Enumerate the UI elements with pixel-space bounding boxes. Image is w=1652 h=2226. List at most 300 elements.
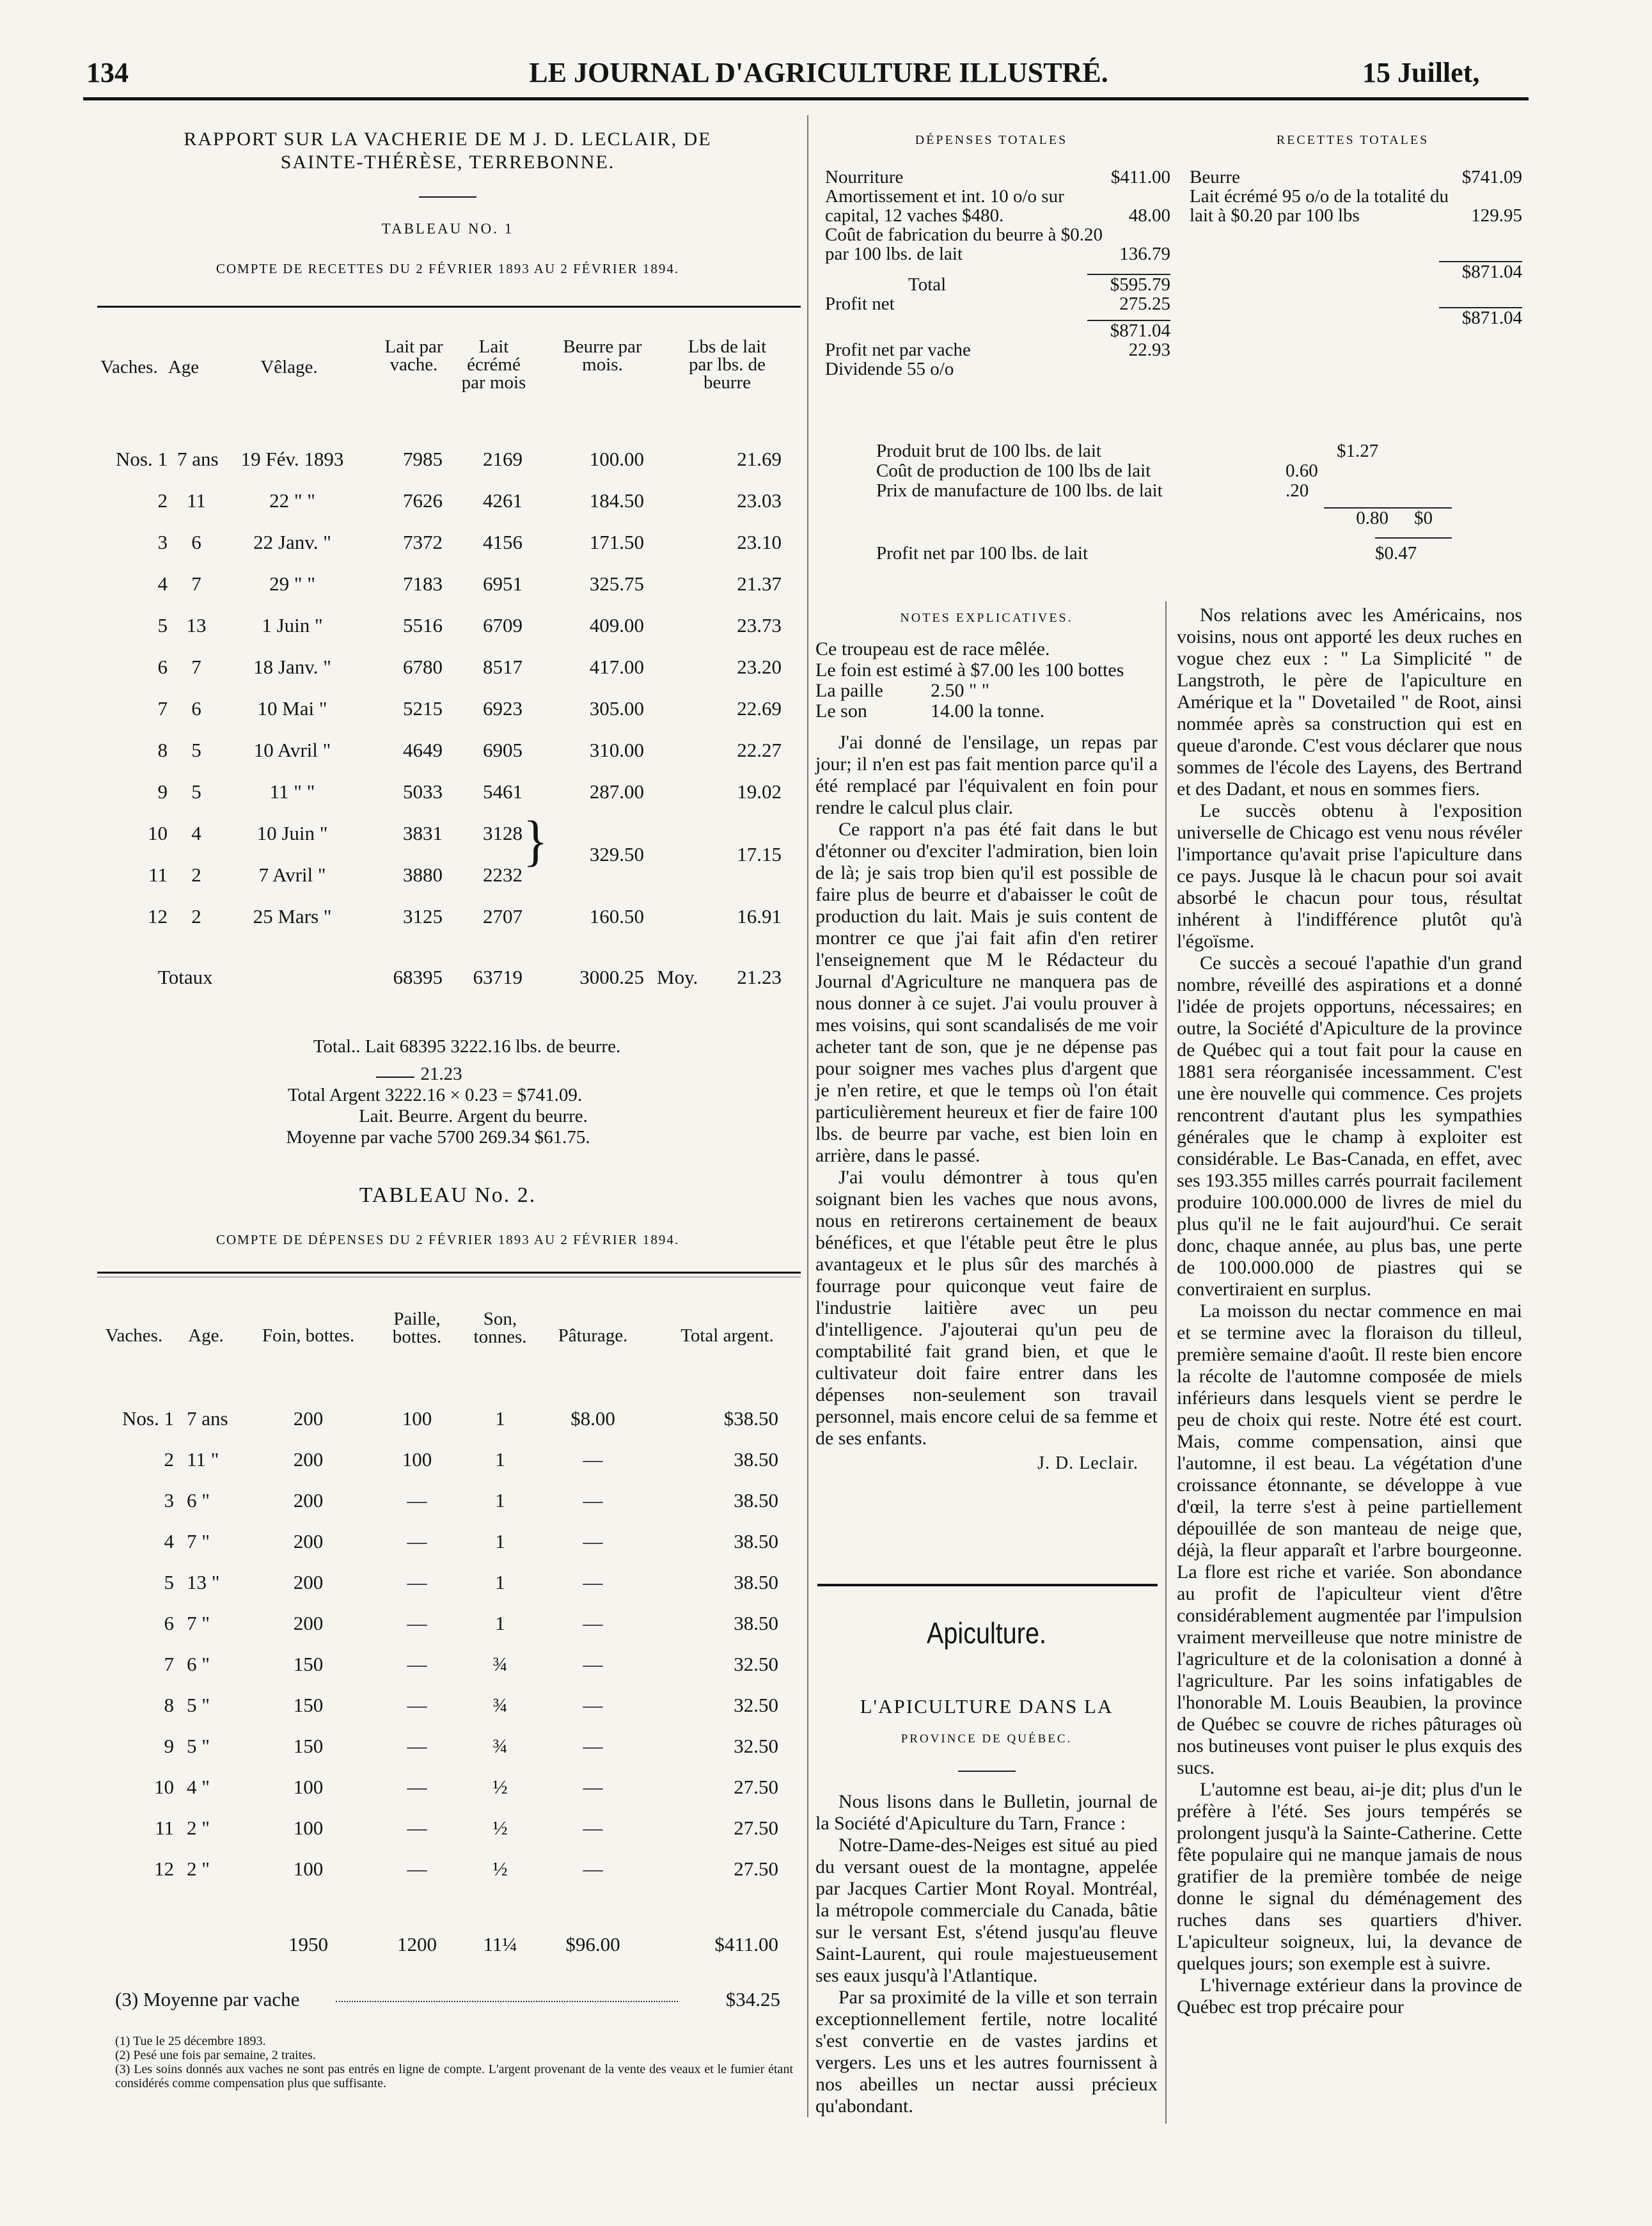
tableau2-subtitle: COMPTE DE DÉPENSES DU 2 FÉVRIER 1893 AU 2 FÉVRIER 1894. xyxy=(216,1232,680,1247)
table-row xyxy=(97,614,801,640)
t2-total-paturage: $96.00 xyxy=(565,1933,620,1955)
t1-total-lait: 68395 xyxy=(393,966,443,988)
dep-dividende: Dividende 55 o/o xyxy=(825,359,954,379)
t1-col-age: Age xyxy=(168,357,200,377)
recettes-title: RECETTES TOTALES xyxy=(1276,133,1429,147)
table-cell: 200 xyxy=(293,1530,324,1552)
t2-col-vaches: Vaches. xyxy=(105,1325,163,1346)
table-row xyxy=(97,905,801,931)
right-p2: Le succès obtenu à l'exposition universelle de Chicago est venu nous révéler l'importance qu'avait prise l'apiculture dans ce pays. Jusque là le chacun pour soi avait absorbé le chacun pour tous, résultat inhérent à l'indifférence plutôt qu'à l'égoïsme. xyxy=(1177,800,1522,952)
table-cell: 8517 xyxy=(483,656,523,678)
table-cell: 17.15 xyxy=(737,843,782,865)
table-cell: 7 Avril " xyxy=(258,864,326,886)
table-cell: 3128 xyxy=(483,822,523,844)
price-label-2: La paille xyxy=(815,680,883,701)
table-cell: 3125 xyxy=(403,905,443,928)
table-cell: 10 xyxy=(148,822,168,844)
table-row xyxy=(97,1694,801,1719)
tableau1-top-rule xyxy=(97,306,801,308)
t1-col-velage: Vêlage. xyxy=(260,357,318,377)
table-cell: 13 xyxy=(186,614,207,636)
table-cell: 3 xyxy=(157,531,168,553)
apiculture-title: Apiculture. xyxy=(927,1616,1046,1650)
price-val-3: 14.00 la tonne. xyxy=(931,700,1045,722)
table-cell: 1 xyxy=(495,1530,505,1552)
table-cell: 23.03 xyxy=(737,489,782,512)
note-2: (2) Pesé une fois par semaine, 2 traites. xyxy=(115,2048,316,2062)
summary-block xyxy=(96,1036,799,1148)
title-rule xyxy=(419,196,476,198)
note-1: (1) Tue le 25 décembre 1893. xyxy=(115,2034,266,2048)
table-cell: 6905 xyxy=(483,739,523,761)
table-cell: — xyxy=(407,1817,427,1839)
table-cell: 32.50 xyxy=(734,1653,778,1675)
table-cell: — xyxy=(407,1530,427,1552)
table-cell: 10 xyxy=(154,1776,174,1798)
table-cell: 100 xyxy=(293,1817,324,1839)
table-cell: 6 xyxy=(191,697,201,720)
table-row xyxy=(97,1407,801,1433)
table-cell: 4156 xyxy=(483,531,523,553)
tableau1-header xyxy=(97,333,801,403)
produit-block xyxy=(876,441,1439,564)
table-cell: 9 xyxy=(164,1735,174,1757)
table-cell: — xyxy=(407,1735,427,1757)
table-cell: $38.50 xyxy=(723,1407,778,1430)
t1-col-ecreme: Lait écrémé par mois xyxy=(461,336,526,393)
table-cell: 11 xyxy=(187,489,206,512)
summary-moyenne: Moyenne par vache 5700 269.34 $61.75. xyxy=(286,1127,590,1148)
table-cell: 409.00 xyxy=(589,614,644,636)
apiculture-p1: Nous lisons dans le Bulletin, journal de la Société d'Apiculture du Tarn, France : xyxy=(815,1791,1158,1834)
dep-profit-vache-label: Profit net par vache xyxy=(825,340,971,360)
summary-ratio: 21.23 xyxy=(420,1064,462,1084)
price-row-1 xyxy=(815,660,1158,681)
dep-item-1: Nourriture xyxy=(825,167,904,187)
tableau1-subtitle: COMPTE DE RECETTES DU 2 FÉVRIER 1893 AU 2 FÉVRIER 1894. xyxy=(216,261,680,276)
dep-total-row xyxy=(825,275,1170,294)
t1-total-beurre: 3000.25 xyxy=(579,966,644,988)
table-cell: ¾ xyxy=(492,1694,508,1716)
rec-val-1: $741.09 xyxy=(1461,167,1522,187)
notes-p3: Ce rapport n'a pas été fait dans le but d'étonner ou d'exciter l'admiration, bien loin de là; je sais trop bien qu'il est possible de faire plus de beurre et d'abaisser le coût de production du lait. Mais je suis content de montrer ce que j'ai fait afin d'en retirer l'enseignement que M le Rédacteur du Journal d'Agriculture ne manquera pas de nous donner à ce sujet. J'ai voulu prouver à mes voisins, qui sont scandalisés de me voir acheter tant de son, que je ne dépense pas pour soigner mes vaches plus d'argent que je n'en retire, et que le temps où l'on était particulièrement heureux et fier de faire 100 lbs. de beurre par vache, est bien loin en arrière, dans le passé. xyxy=(815,819,1158,1166)
table-cell: 6951 xyxy=(483,572,523,595)
prod-row-3 xyxy=(876,481,1439,501)
table-row xyxy=(97,780,801,806)
rec-sum: $871.04 xyxy=(1461,308,1522,328)
table-cell: 2169 xyxy=(483,448,523,470)
table-cell: 5 xyxy=(191,739,201,761)
table-cell: 2 xyxy=(191,864,201,886)
table-row xyxy=(97,1571,801,1597)
table-cell: — xyxy=(583,1653,603,1675)
t2-moyenne-label: (3) Moyenne par vache xyxy=(115,1988,300,2010)
table-row xyxy=(97,1530,801,1556)
table-cell: 7 xyxy=(157,697,168,720)
prod-val-3: .20 xyxy=(1286,480,1309,501)
table-cell: — xyxy=(583,1530,603,1552)
table-cell: 9 xyxy=(157,780,168,803)
table-cell: 7985 xyxy=(403,448,443,470)
t1-col-lait: Lait par vache. xyxy=(384,336,443,375)
table-cell: 1 xyxy=(495,1571,505,1593)
tableau2-notes xyxy=(115,2034,793,2090)
table-row xyxy=(97,448,801,473)
t2-total-son: 11¼ xyxy=(483,1933,517,1955)
depenses-title: DÉPENSES TOTALES xyxy=(915,133,1068,147)
right-p3: Ce succès a secoué l'apathie d'un grand nombre, réveillé des aspirations et a donné l'idée de projets opportuns, nécessaires; en outre, la Société d'Apiculture de la province de Québec qui a tout fait pour la cause en 1881 sera réorganisée incessamment. C'est une ère nouvelle qui commence. Ces projets rencontrent d'autant plus les sympathies générales que le champ à exploiter est considérable. Le Bas-Canada, en effet, avec ses 193.355 milles carrés pourrait facilement produire 100.000.000 de livres de miel du plus qu'il ne le fait aujourd'hui. Ce serait donc, chaque année, au plus bas, une perte de 100.000.000 de piastres qui se convertiraient en surplus. xyxy=(1177,952,1522,1300)
table-cell: — xyxy=(407,1858,427,1880)
table-row xyxy=(97,531,801,556)
dep-val-3: 136.79 xyxy=(1119,244,1170,264)
table-cell: 1 Juin " xyxy=(262,614,323,636)
table-cell: 3831 xyxy=(403,822,443,844)
table-row xyxy=(97,1817,801,1842)
dep-item-2: Amortissement et int. 10 o/o sur capital, 12 vaches $480. xyxy=(825,186,1064,226)
table-cell: 329.50 xyxy=(589,843,644,865)
t2-col-paille: Paille, bottes. xyxy=(392,1309,442,1347)
table-row xyxy=(97,572,801,598)
table-cell: 7 xyxy=(191,572,201,595)
table-row xyxy=(97,843,801,889)
notes-prices xyxy=(815,660,1158,722)
table-cell: 7 " xyxy=(187,1530,210,1552)
table-row xyxy=(97,1858,801,1883)
table-cell: 200 xyxy=(293,1489,324,1512)
table-cell: 11 xyxy=(155,1817,174,1839)
t1-col-lbs: Lbs de lait par lbs. de beurre xyxy=(688,336,767,393)
table-cell: 150 xyxy=(293,1735,324,1757)
table-cell: 200 xyxy=(293,1612,324,1634)
table-cell: 5033 xyxy=(403,780,443,803)
table-cell: 7 ans xyxy=(177,448,219,470)
table-cell: 2707 xyxy=(483,905,523,928)
table-cell: 21.69 xyxy=(737,448,782,470)
table-cell: 7 xyxy=(164,1653,174,1675)
report-title xyxy=(128,128,767,174)
table-cell: 22.27 xyxy=(737,739,782,761)
prod-subtotal: 0.80 xyxy=(1356,508,1388,528)
tableau2-moyenne xyxy=(115,1988,793,2011)
table-cell: 200 xyxy=(293,1571,324,1593)
table-cell: 11 " " xyxy=(269,780,315,803)
report-title-line-2: SAINTE-THÉRÈSE, TERREBONNE. xyxy=(280,152,615,173)
rec-val-2: 129.95 xyxy=(1471,205,1522,226)
table-row xyxy=(97,1448,801,1474)
table-cell: 6 xyxy=(191,531,201,553)
apiculture-p3: Par sa proximité de la ville et son terrain exceptionnellement fertile, notre localité s'est convertie en de vastes jardins et vergers. Les uns et les autres fournissent à nos abeilles un nectar aussi précieux qu'abondant. xyxy=(815,1987,1158,2117)
summary-rule xyxy=(376,1077,414,1078)
table-cell: ½ xyxy=(492,1776,508,1798)
t2-col-foin: Foin, bottes. xyxy=(262,1325,355,1346)
table-cell: $8.00 xyxy=(570,1407,615,1430)
table-row xyxy=(97,1612,801,1638)
tableau1-title: TABLEAU NO. 1 xyxy=(381,221,514,237)
dep-profit-label: Profit net xyxy=(825,294,895,314)
prod-subtotal-2: $0 xyxy=(1414,508,1433,528)
table-cell: 7626 xyxy=(403,489,443,512)
report-title-line-1: RAPPORT SUR LA VACHERIE DE M J. D. LECLAIR, DE xyxy=(184,129,712,150)
rec-total: $871.04 xyxy=(1461,262,1522,282)
dep-profit: 275.25 xyxy=(1119,294,1170,314)
notes-p2: J'ai donné de l'ensilage, un repas par jour; il n'en est pas fait mention parce qu'il a été remplacé par l'équivalent en foin pour rendre le calcul plus clair. xyxy=(815,732,1158,818)
table-cell: 5516 xyxy=(403,614,443,636)
prod-row-2 xyxy=(876,461,1439,481)
dep-sum: $871.04 xyxy=(1110,320,1170,341)
table-cell: 417.00 xyxy=(589,656,644,678)
depenses-block xyxy=(825,168,1170,379)
table-cell: 22.69 xyxy=(737,697,782,720)
table-cell: 27.50 xyxy=(734,1817,778,1839)
table-cell: Nos. 1 xyxy=(116,448,168,470)
table-cell: ½ xyxy=(492,1817,508,1839)
apiculture-p2: Notre-Dame-des-Neiges est situé au pied du versant ouest de la montagne, appelée par Jacques Cartier Mont Royal. Montréal, la métropole commerciale du Canada, bâtie sur le versant Est, s'étend jusqu'au fleuve Saint-Laurent, qui roule majestueusement ses eaux jusqu'à l'Atlantique. xyxy=(815,1835,1158,1986)
table-cell: — xyxy=(407,1694,427,1716)
table-cell: 16.91 xyxy=(737,905,782,928)
tableau2-totals xyxy=(97,1933,801,1959)
column-divider-left xyxy=(807,115,808,2117)
table-cell: 3 xyxy=(164,1489,174,1512)
table-cell: 5 " xyxy=(187,1735,210,1757)
table-cell: 150 xyxy=(293,1653,324,1675)
table-cell: 6 " xyxy=(187,1489,210,1512)
tableau2-top-rule xyxy=(97,1272,801,1274)
table-cell: 22 " " xyxy=(269,489,315,512)
table-cell: 32.50 xyxy=(734,1735,778,1757)
notes-p4: J'ai voulu démontrer à tous qu'en soignant bien les vaches que nous avons, nous en retirerons certainement de beaux bénéfices, et que l'étable peut être le plus avantageux et le plus sûr des marchés à fourrage pour quiconque veut faire de l'industrie laitière avec un peu d'intelligence. J'ajouterai qu'un peu de comptabilité fait grand bien, et que le cultivateur doit faire entrer dans les dépenses non-seulement son travail personnel, mais encore celui de sa femme et de ses enfants. xyxy=(815,1167,1158,1449)
table-cell: 6 xyxy=(157,656,168,678)
table-cell: 22 Janv. " xyxy=(253,531,331,553)
table-cell: 38.50 xyxy=(734,1489,778,1512)
table-row xyxy=(97,656,801,681)
table-cell: 11 xyxy=(148,864,168,886)
table-cell: 305.00 xyxy=(589,697,644,720)
prod-net-label: Profit net par 100 lbs. de lait xyxy=(876,543,1089,564)
table-row xyxy=(97,1735,801,1760)
issue-date: 15 Juillet, xyxy=(1362,57,1480,88)
table-cell: 171.50 xyxy=(589,531,644,553)
prod-val-1: $1.27 xyxy=(1337,441,1379,461)
table-cell: 21.37 xyxy=(737,572,782,595)
table-cell: 287.00 xyxy=(589,780,644,803)
table-cell: 5 " xyxy=(187,1694,210,1716)
table-cell: 29 " " xyxy=(269,572,315,595)
rec-item-1: Beurre xyxy=(1190,167,1240,187)
table-row xyxy=(97,1653,801,1678)
table-cell: — xyxy=(407,1653,427,1675)
prod-label-3: Prix de manufacture de 100 lbs. de lait xyxy=(876,480,1163,501)
notes-signature: J. D. Leclair. xyxy=(1037,1453,1138,1473)
table-cell: 6 " xyxy=(187,1653,210,1675)
table-cell: 2232 xyxy=(483,864,523,886)
table-cell: 7372 xyxy=(403,531,443,553)
table-cell: 38.50 xyxy=(734,1530,778,1552)
right-p5: L'automne est beau, ai-je dit; plus d'un le préfère à l'été. Ses jours tempérés se prolongent jusqu'à la Sainte-Catherine. Cette fête populaire qui ne manque jamais de nous gratifier de la première tombée de neige donne le signal du déménagement des ruches dans ses quartiers d'hiver. L'apiculteur soigneux, lui, la devance de quelques jours; son exemple est à suivre. xyxy=(1177,1779,1522,1974)
table-cell: — xyxy=(583,1612,603,1634)
table-cell: 200 xyxy=(293,1448,324,1471)
table-cell: 4 " xyxy=(187,1776,210,1798)
prod-subtotal-row xyxy=(876,509,1439,528)
table-cell: 100 xyxy=(293,1858,324,1880)
t2-moyenne-value: $34.25 xyxy=(725,1988,780,2010)
column-divider-right xyxy=(1165,601,1167,2124)
table-cell: 6709 xyxy=(483,614,523,636)
table-cell: 7 ans xyxy=(187,1407,228,1430)
table-cell: — xyxy=(583,1489,603,1512)
table-cell: 6780 xyxy=(403,656,443,678)
dep-val-2: 48.00 xyxy=(1128,205,1170,226)
recettes-block xyxy=(1190,168,1522,328)
dep-item-3: Coût de fabrication du beurre à $0.20 par 100 lbs. de lait xyxy=(825,225,1103,264)
t1-moyenne: 21.23 xyxy=(737,966,782,988)
tableau1-rows xyxy=(97,448,801,959)
table-cell: 5 xyxy=(157,614,168,636)
note-3: (3) Les soins donnés aux vaches ne sont pas entrés en ligne de compte. L'argent provenant de la vente des veaux et le fumier étant considérés comme compensation plus que suffisante. xyxy=(115,2062,793,2090)
table-cell: — xyxy=(583,1776,603,1798)
t1-totals-label: Totaux xyxy=(158,966,213,988)
table-cell: — xyxy=(407,1612,427,1634)
price-val-2: 2.50 " " xyxy=(931,680,989,701)
summary-total-lait: Total.. Lait 68395 3222.16 lbs. de beurre. xyxy=(313,1036,621,1057)
table-cell: 23.20 xyxy=(737,656,782,678)
table-cell: 38.50 xyxy=(734,1571,778,1593)
table-cell: 18 Janv. " xyxy=(253,656,331,678)
notes-p1: Ce troupeau est de race mêlée. xyxy=(815,638,1050,659)
notes-title: NOTES EXPLICATIVES. xyxy=(900,611,1073,625)
prod-row-1 xyxy=(876,441,1439,461)
table-cell: 19.02 xyxy=(737,780,782,803)
price-row-3 xyxy=(815,701,1158,722)
table-cell: 160.50 xyxy=(589,905,644,928)
table-cell: 32.50 xyxy=(734,1694,778,1716)
dep-total-label: Total xyxy=(908,274,947,295)
notes-column xyxy=(815,611,1158,1474)
table-cell: 10 Avril " xyxy=(253,739,331,761)
dep-total: $595.79 xyxy=(1110,274,1170,295)
t2-total-argent: $411.00 xyxy=(714,1933,778,1955)
table-cell: 5 xyxy=(191,780,201,803)
t2-moyenne-leader xyxy=(336,2001,678,2002)
price-label-3: Le son xyxy=(815,700,867,722)
dep-row-3 xyxy=(825,225,1170,264)
table-cell: ¾ xyxy=(492,1653,508,1675)
table-row xyxy=(97,1776,801,1801)
table-cell: — xyxy=(583,1694,603,1716)
t1-col-vaches: Vaches. xyxy=(100,357,158,377)
dep-profit-vache-row xyxy=(825,340,1170,359)
table-row xyxy=(97,1489,801,1515)
table-cell: 4 xyxy=(191,822,201,844)
table-cell: 4 xyxy=(164,1530,174,1552)
table-cell: 310.00 xyxy=(589,739,644,761)
prod-net: $0.47 xyxy=(1375,543,1417,564)
table-cell: 12 xyxy=(148,905,168,928)
table-cell: 6923 xyxy=(483,697,523,720)
table-cell: 2 xyxy=(157,489,168,512)
table-cell: — xyxy=(407,1571,427,1593)
t2-col-paturage: Pâturage. xyxy=(558,1325,628,1346)
table-cell: 150 xyxy=(293,1694,324,1716)
journal-title: LE JOURNAL D'AGRICULTURE ILLUSTRÉ. xyxy=(529,57,1108,88)
table-cell: 11 " xyxy=(187,1448,219,1471)
tableau2-title: TABLEAU No. 2. xyxy=(359,1183,537,1207)
apiculture-heading-1: L'APICULTURE DANS LA xyxy=(860,1695,1113,1717)
table-cell: 200 xyxy=(293,1407,324,1430)
table-cell: 100 xyxy=(402,1448,432,1471)
table-cell: 2 " xyxy=(187,1858,210,1880)
t2-col-total: Total argent. xyxy=(680,1325,774,1346)
table-cell: 5461 xyxy=(483,780,523,803)
table-cell: 100 xyxy=(293,1776,324,1798)
apiculture-heading-2: PROVINCE DE QUÉBEC. xyxy=(901,1732,1073,1746)
dep-row-2 xyxy=(825,187,1170,225)
t1-total-ecreme: 63719 xyxy=(473,966,523,988)
price-label-1: Le foin est estimé à $7.00 les 100 bottes xyxy=(815,659,1124,681)
table-cell: ½ xyxy=(492,1858,508,1880)
page-number: 134 xyxy=(86,57,129,88)
apiculture-rule xyxy=(817,1584,1158,1586)
tableau2-header xyxy=(97,1305,801,1362)
table-cell: — xyxy=(583,1448,603,1471)
table-cell: 4649 xyxy=(403,739,443,761)
t1-col-beurre: Beurre par mois. xyxy=(563,336,642,375)
right-column xyxy=(1177,604,1522,2018)
header-rule xyxy=(83,97,1529,100)
dep-val-1: $411.00 xyxy=(1110,167,1170,187)
right-p1: Nos relations avec les Américains, nos voisins, nous ont apporté les deux ruches en vogue chez eux : " La Simplicité " de Langstroth, le père de l'apiculture en Amérique et la " Dovetailed " de Root, ainsi nommée après sa construction qui est en queue d'aronde. C'est vous déclarer que nous sommes de l'école des Layens, des Bertrand et des Dadant, et nous en sommes fiers. xyxy=(1177,604,1522,800)
t1-moyenne-label: Moy. xyxy=(657,966,698,988)
table-cell: 1 xyxy=(495,1407,505,1430)
table-row xyxy=(97,489,801,515)
table-cell: 19 Fév. 1893 xyxy=(240,448,344,470)
t2-total-foin: 1950 xyxy=(288,1933,328,1955)
table-cell: — xyxy=(583,1735,603,1757)
table-cell: 2 " xyxy=(187,1817,210,1839)
table-cell: 13 " xyxy=(187,1571,220,1593)
table-cell: 10 Juin " xyxy=(256,822,328,844)
table-row xyxy=(97,822,801,848)
tableau1-totals xyxy=(97,966,801,991)
table-cell: 1 xyxy=(495,1489,505,1512)
rec-item-2: Lait écrémé 95 o/o de la totalité du lait à $0.20 par 100 lbs xyxy=(1190,186,1449,226)
table-cell: 27.50 xyxy=(734,1858,778,1880)
table-cell: 3880 xyxy=(403,864,443,886)
table-cell: 5 xyxy=(164,1571,174,1593)
tableau2-rows xyxy=(97,1407,801,1893)
t1-brace: } xyxy=(523,810,548,872)
prod-label-1: Produit brut de 100 lbs. de lait xyxy=(876,441,1101,461)
t2-col-age: Age. xyxy=(188,1325,224,1346)
table-cell: 12 xyxy=(154,1858,174,1880)
table-cell: 2 xyxy=(164,1448,174,1471)
summary-cols: Lait. Beurre. Argent du beurre. xyxy=(359,1106,588,1126)
table-cell: 7 " xyxy=(187,1612,210,1634)
table-cell: 25 Mars " xyxy=(253,905,332,928)
prod-net-row xyxy=(876,544,1439,564)
table-cell: 23.73 xyxy=(737,614,782,636)
table-cell: 4261 xyxy=(483,489,523,512)
table-cell: 1 xyxy=(495,1448,505,1471)
table-cell: — xyxy=(583,1571,603,1593)
table-cell: 8 xyxy=(157,739,168,761)
dep-profit-row xyxy=(825,294,1170,313)
prod-val-2: 0.60 xyxy=(1286,461,1318,481)
table-row xyxy=(97,739,801,764)
table-cell: 7183 xyxy=(403,572,443,595)
dep-profit-vache: 22.93 xyxy=(1128,340,1170,360)
table-cell: 100 xyxy=(402,1407,432,1430)
apiculture-column xyxy=(815,1599,1158,2117)
